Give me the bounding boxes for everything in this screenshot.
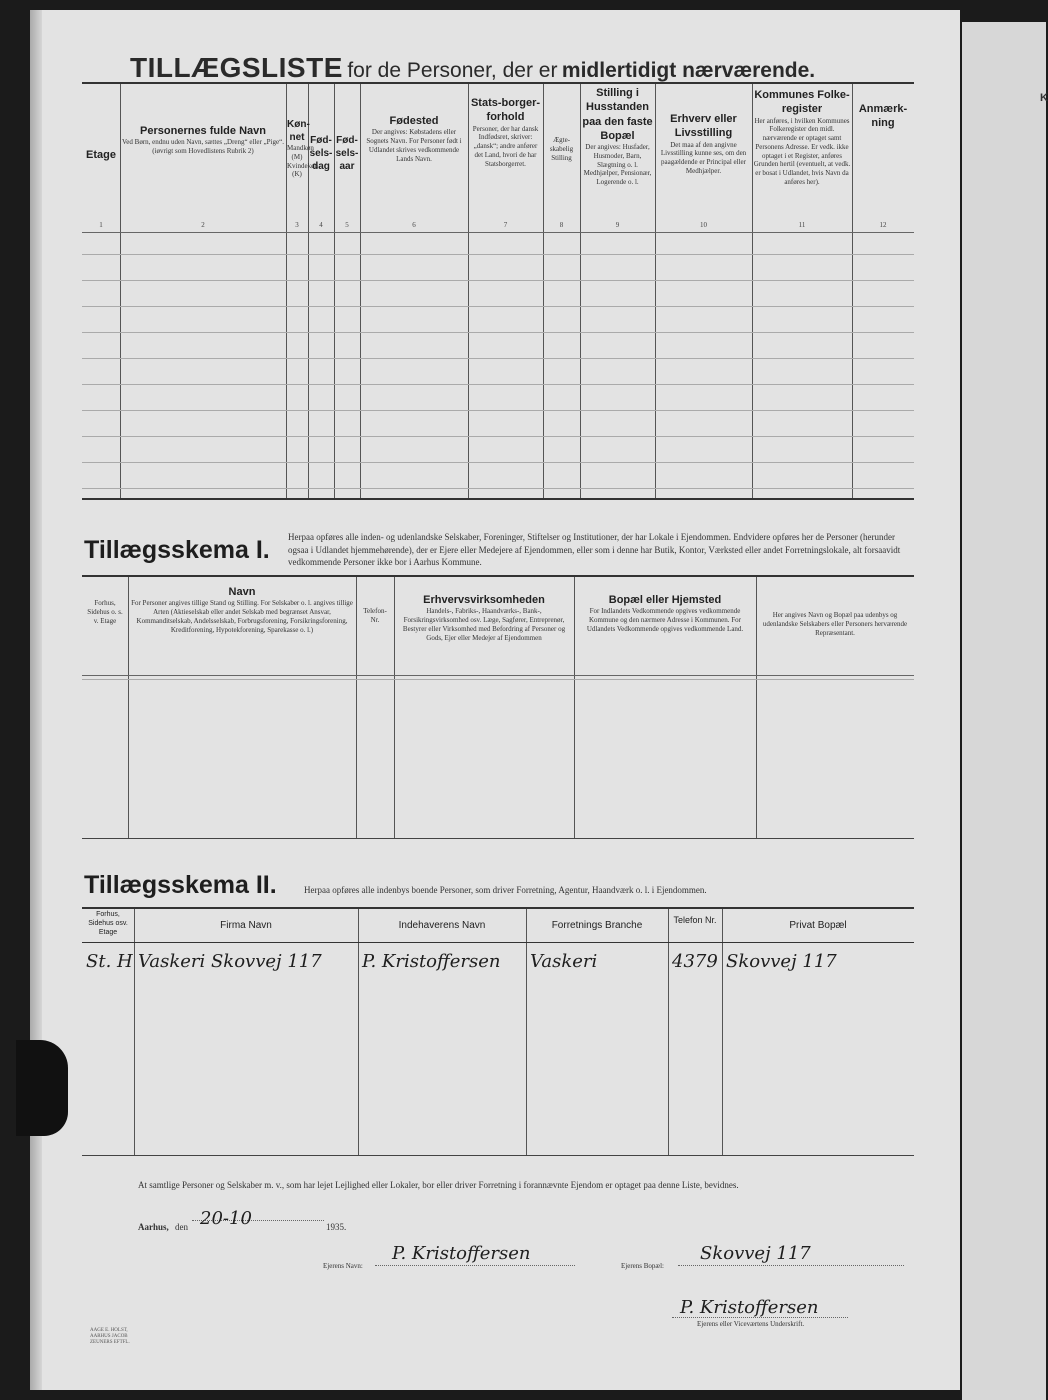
liste-header-0: [83, 148, 119, 162]
skema1-header-sub-4: For Indlandets Vedkommende opgives vedkommende Kommune og den nærmere Adresse i Kommunen. For Udlandets Vedkommende opgives vedkommende Land.: [586, 607, 744, 633]
owner-address-label: Ejerens Bopæl:: [621, 1262, 664, 1270]
title-main: TILLÆGSLISTE: [130, 52, 343, 83]
liste-col-number: 1: [99, 221, 103, 229]
skema1-header-sub-5: Her angives Navn og Bopæl paa udenbys og udenlandske Selskabers eller Personers herværende Repræsentant.: [762, 611, 908, 637]
skema2-cell-indehaver: P. Kristoffersen: [362, 951, 501, 972]
skema1-row-line: [82, 679, 914, 680]
skema1-table: [82, 575, 914, 839]
liste-header-3: [309, 134, 333, 173]
title-bold: midlertidigt nærværende.: [561, 59, 816, 82]
liste-header-sub-1: Ved Børn, endnu uden Navn, sættes „Dreng“ eller „Pige“. (iøvrigt som Hovedlistens Rubrik 2): [122, 138, 284, 156]
liste-col-number: 10: [700, 221, 707, 229]
liste-row-line: [82, 384, 914, 385]
skema1-header-1: [131, 585, 353, 634]
skema2-col-line: [668, 909, 669, 1155]
footer-place: Aarhus,: [138, 1222, 169, 1232]
skema1-col-line: [356, 577, 357, 838]
liste-col-number: 4: [319, 221, 323, 229]
skema2-cell-bopael: Skovvej 117: [726, 951, 837, 972]
skema2-cell-firma: Vaskeri Skovvej 117: [138, 951, 322, 972]
liste-row-line: [82, 332, 914, 333]
tillaegsliste-table: [82, 82, 914, 500]
skema1-col-line: [128, 577, 129, 838]
liste-header-title-1: Personernes fulde Navn: [140, 125, 266, 137]
liste-row-line: [82, 358, 914, 359]
liste-header-title-11: Anmærk-ning: [858, 103, 908, 130]
liste-row-line: [82, 462, 914, 463]
liste-col-number: 7: [503, 221, 508, 229]
skema2-cell-etage: St. H: [86, 951, 133, 972]
skema1-header-5: [759, 611, 911, 637]
liste-header-10: [753, 88, 851, 187]
liste-row-line: [82, 280, 914, 281]
owner-address-line: [678, 1265, 904, 1266]
skema2-header-0: Forhus, Sidehus osv. Etage: [88, 911, 128, 936]
page-edge: [30, 10, 42, 1390]
footer-date: 20-10: [200, 1208, 252, 1229]
footer-den: den: [175, 1222, 188, 1232]
skema2-col-line: [134, 909, 135, 1155]
owner-name-label: Ejerens Navn:: [323, 1262, 363, 1270]
adjacent-page-letter: K: [1040, 92, 1048, 104]
form-title: [130, 52, 815, 84]
skema2-cell-branche: Vaskeri: [530, 951, 598, 972]
skema1-header-sub-3: Handels-, Fabriks-, Haandværks-, Bank-, Forsikringsvirksomhed osv. Læge, Sagfører, Entreprenør, Bestyrer eller Virksomhed med Befordring af Personer og Gods, Ejer eller Medejer af Ejendommen: [402, 607, 566, 642]
liste-col-number: 6: [412, 221, 416, 229]
owner-address: Skovvej 117: [700, 1243, 811, 1264]
skema1-header-4: [577, 593, 753, 634]
liste-col-number: 5: [345, 221, 349, 229]
skema2-table: [82, 907, 914, 1156]
skema2-header-2: Indehaverens Navn: [398, 920, 486, 931]
skema1-intro: Herpaa opføres alle inden- og udenlandske Selskaber, Foreninger, Stiftelser og Institutioner, der har Lokale i Ejendommen. Endvidere opføres her de Personer (herunder ogsaa i Udlandet hjemmehørende), der er Ejere eller Medejere af Ejendommen, eller som i denne har Butik, Kontor, Værksted eller andet Forretningslokale, alt forsaavidt vedkommende Personer ikke bor i Aarhus Kommune.: [288, 532, 901, 568]
skema1-header-2: [359, 607, 391, 625]
skema1-header-0: [85, 599, 125, 625]
skema2-col-line: [526, 909, 527, 1155]
liste-col-number: 3: [295, 221, 299, 229]
skema2-cell-telefon: 4379: [672, 951, 718, 972]
liste-header-title-2: Køn-net: [287, 119, 310, 143]
liste-header-sub-6: Personer, der har dansk Indfødsret, skriver: „dansk“; andre anfører det Land, hvori de har Statsborgerret.: [472, 124, 539, 168]
liste-header-sub-5: Der angives: Købstadens eller Sognets Navn. For Personer født i Udlandet skrives vedkommende Lands Navn.: [366, 128, 462, 163]
skema1-header-sub-1: For Personer angives tillige Stand og Stilling. For Selskaber o. l. angives tillige Arten (Aktieselskab eller andet Selskab med begrænset Ansvar, Kommanditselskab, Andelsselskab, Forbrugsforening, Forsikringsforening, Kreditforening, Hypotekforening, Sparekasse o. l.): [131, 599, 353, 634]
footer-year: 1935.: [326, 1222, 347, 1232]
skema2-header-3: Forretnings Branche: [551, 920, 643, 931]
skema1-col-line: [756, 577, 757, 838]
liste-header-2: [287, 118, 319, 179]
liste-header-sub-9: Det maa af den angivne Livsstilling kunne ses, om den paagældende er Principal eller Medhjælper.: [660, 140, 747, 175]
signature: P. Kristoffersen: [680, 1297, 819, 1318]
liste-col-number: 2: [201, 221, 205, 229]
skema1-col-line: [394, 577, 395, 838]
skema1-header-sub-0: Forhus, Sidehus o. s. v. Etage: [87, 599, 123, 625]
liste-row-line: [82, 436, 914, 437]
liste-col-number: 11: [798, 221, 806, 229]
liste-header-line: [82, 232, 914, 233]
skema2-header-line: [82, 942, 914, 943]
skema1-header-line: [82, 675, 914, 676]
liste-col-number: 12: [879, 221, 887, 229]
binding-tab: [16, 1040, 68, 1136]
skema2-col-line: [722, 909, 723, 1155]
liste-header-7: [544, 136, 579, 162]
liste-col-number: 8: [559, 221, 564, 229]
skema2-title: Tillægsskema II.: [84, 871, 277, 899]
skema1-header-sub-2: Telefon-Nr.: [363, 607, 387, 624]
liste-row-line: [82, 306, 914, 307]
liste-row-line: [82, 254, 914, 255]
skema2-intro: Herpaa opføres alle indenbys boende Personer, som driver Forretning, Agentur, Haandværk o. l. i Ejendommen.: [304, 885, 707, 895]
skema1-header-title-4: Bopæl eller Hjemsted: [608, 594, 722, 606]
skema1-header-title-1: Navn: [228, 586, 256, 598]
liste-header-title-0: Etage: [86, 149, 116, 161]
skema2-col-line: [358, 909, 359, 1155]
skema1-col-line: [574, 577, 575, 838]
liste-header-sub-7: Ægte-skabelig Stilling: [549, 136, 574, 162]
liste-header-8: [581, 86, 654, 187]
owner-name-line: [375, 1265, 575, 1266]
liste-header-sub-10: Her anføres, i hvilken Kommunes Folkeregister den midl. nærværende er optaget samt Personens Adresse. Er vedk. ikke optaget i et Register, anføres Grunden hertil (eventuelt, at vedk. er bosat i Udlandet, hvis Navn da anføres her).: [753, 116, 851, 186]
liste-header-6: [469, 96, 542, 168]
adjacent-page: [962, 22, 1046, 1400]
liste-row-line: [82, 488, 914, 489]
owner-name: P. Kristoffersen: [392, 1243, 531, 1264]
liste-header-1: [121, 124, 285, 156]
skema2-header-5: Privat Bopæl: [789, 920, 847, 931]
liste-header-9: [656, 112, 751, 176]
skema2-header-4: Telefon Nr.: [673, 915, 717, 925]
skema1-header-3: [397, 593, 571, 642]
liste-header-sub-2: Mandkøn (M) Kvindekøn (K): [287, 144, 319, 179]
printer-mark: AAGE E. HOLST, AARHUS JACOB ZEUNERS EFTFL.: [90, 1328, 130, 1345]
liste-header-title-4: Fød-sels-aar: [335, 135, 359, 172]
liste-header-sub-8: Der angives: Husfader, Husmoder, Barn, Slægtning o. l. Medhjælper, Pensionær, Logerende o. l.: [583, 143, 652, 187]
liste-header-title-5: Fødested: [389, 115, 439, 127]
liste-header-11: [853, 102, 913, 131]
skema1-header-title-3: Erhvervsvirksomheden: [423, 594, 545, 606]
liste-header-title-9: Erhverv eller Livsstilling: [670, 113, 737, 140]
skema1-title: Tillægsskema I.: [84, 536, 270, 564]
liste-header-title-8: Stilling i Husstanden paa den faste Bopæl: [582, 87, 653, 142]
liste-header-title-3: Fød-sels-dag: [309, 135, 333, 172]
liste-header-4: [335, 134, 359, 173]
liste-col-number: 9: [615, 221, 620, 229]
liste-header-5: [361, 114, 467, 163]
liste-header-title-10: Kommunes Folke-register: [754, 89, 850, 116]
signature-label: Ejerens eller Viceværtens Underskrift.: [697, 1320, 805, 1328]
skema2-header-1: Firma Navn: [220, 920, 272, 931]
liste-row-line: [82, 410, 914, 411]
footer-statement: At samtlige Personer og Selskaber m. v., som har lejet Lejlighed eller Lokaler, bor eller driver Forretning i forannævnte Ejendom er optaget paa denne Liste, bevidnes.: [138, 1180, 739, 1190]
liste-header-title-6: Stats-borger-forhold: [470, 97, 541, 124]
title-for: for de Personer, der er: [347, 59, 558, 82]
